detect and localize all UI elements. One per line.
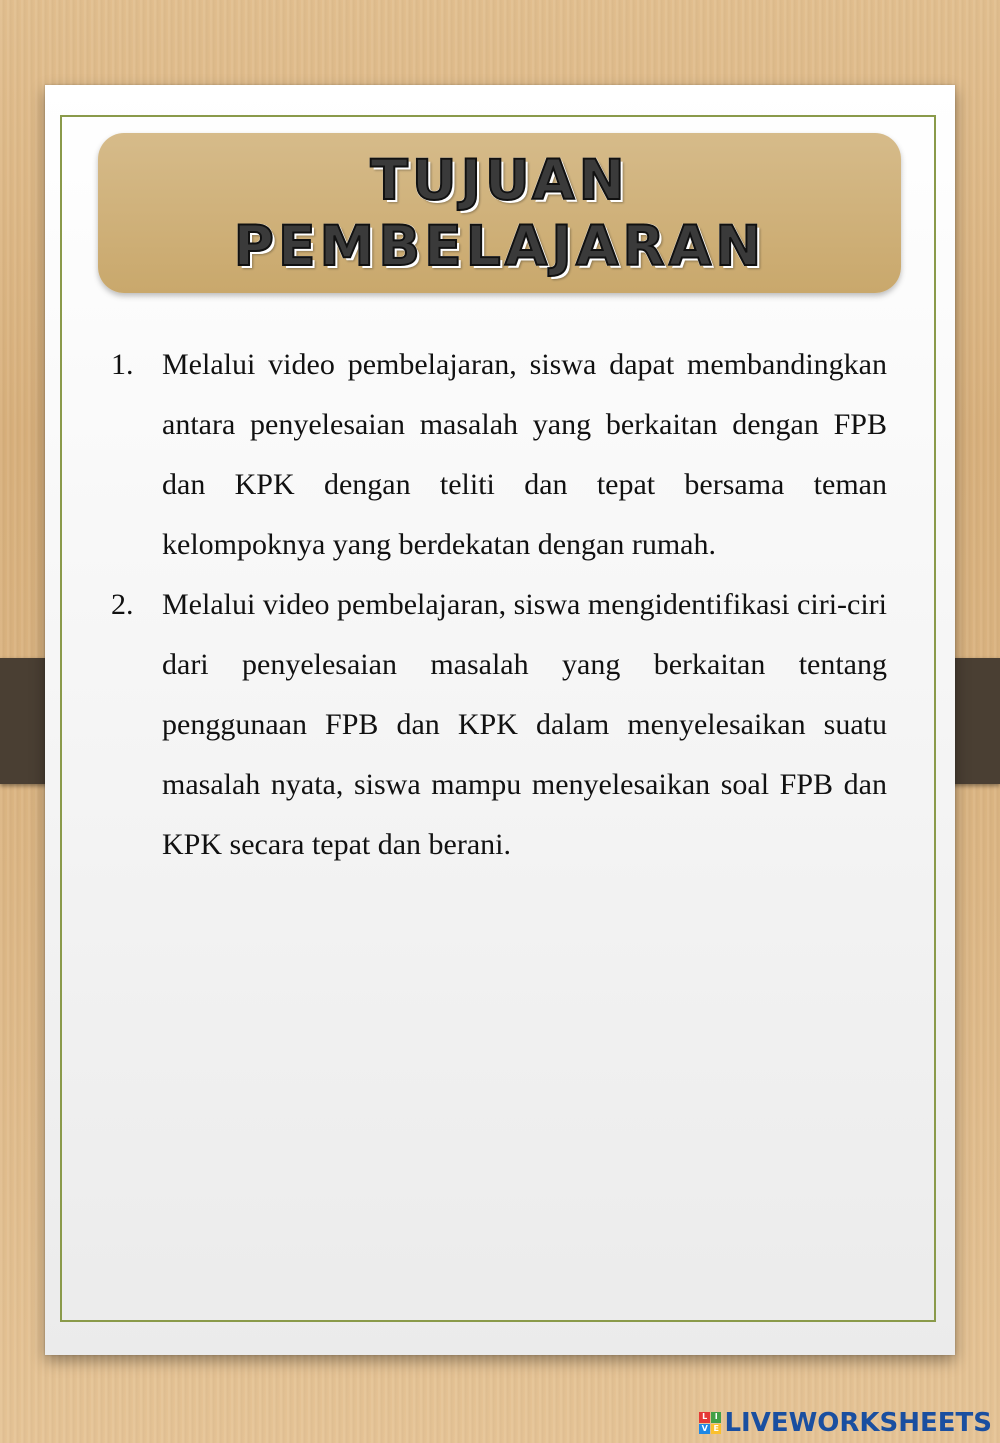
liveworksheets-watermark	[699, 1407, 992, 1439]
liveworksheets-logo-icon: L I V E	[699, 1412, 721, 1434]
title-banner	[98, 133, 901, 293]
title-line-2: PEMBELAJARAN	[233, 214, 766, 278]
worksheet-paper	[45, 85, 955, 1355]
objective-text: Melalui video pembelajaran, siswa mengidentifikasi ciri-ciri dari penyelesaian masalah yang berkaitan tentang penggunaan FPB dan KPK dalam menyelesaikan suatu masalah nyata, siswa mampu menyelesaikan soal FPB dan KPK secara tepat dan berani.	[162, 588, 887, 861]
objective-item-2	[45, 575, 955, 875]
objectives-list	[45, 335, 955, 875]
title-line-1: TUJUAN	[370, 148, 629, 212]
objective-item-1	[45, 335, 955, 575]
objective-number: 2.	[111, 588, 134, 621]
objective-number: 1.	[111, 348, 134, 381]
watermark-text: LIVEWORKSHEETS	[724, 1408, 992, 1438]
objective-text: Melalui video pembelajaran, siswa dapat membandingkan antara penyelesaian masalah yang berkaitan dengan FPB dan KPK dengan teliti dan tepat bersama teman kelompoknya yang berdekatan dengan rumah.	[162, 348, 887, 561]
